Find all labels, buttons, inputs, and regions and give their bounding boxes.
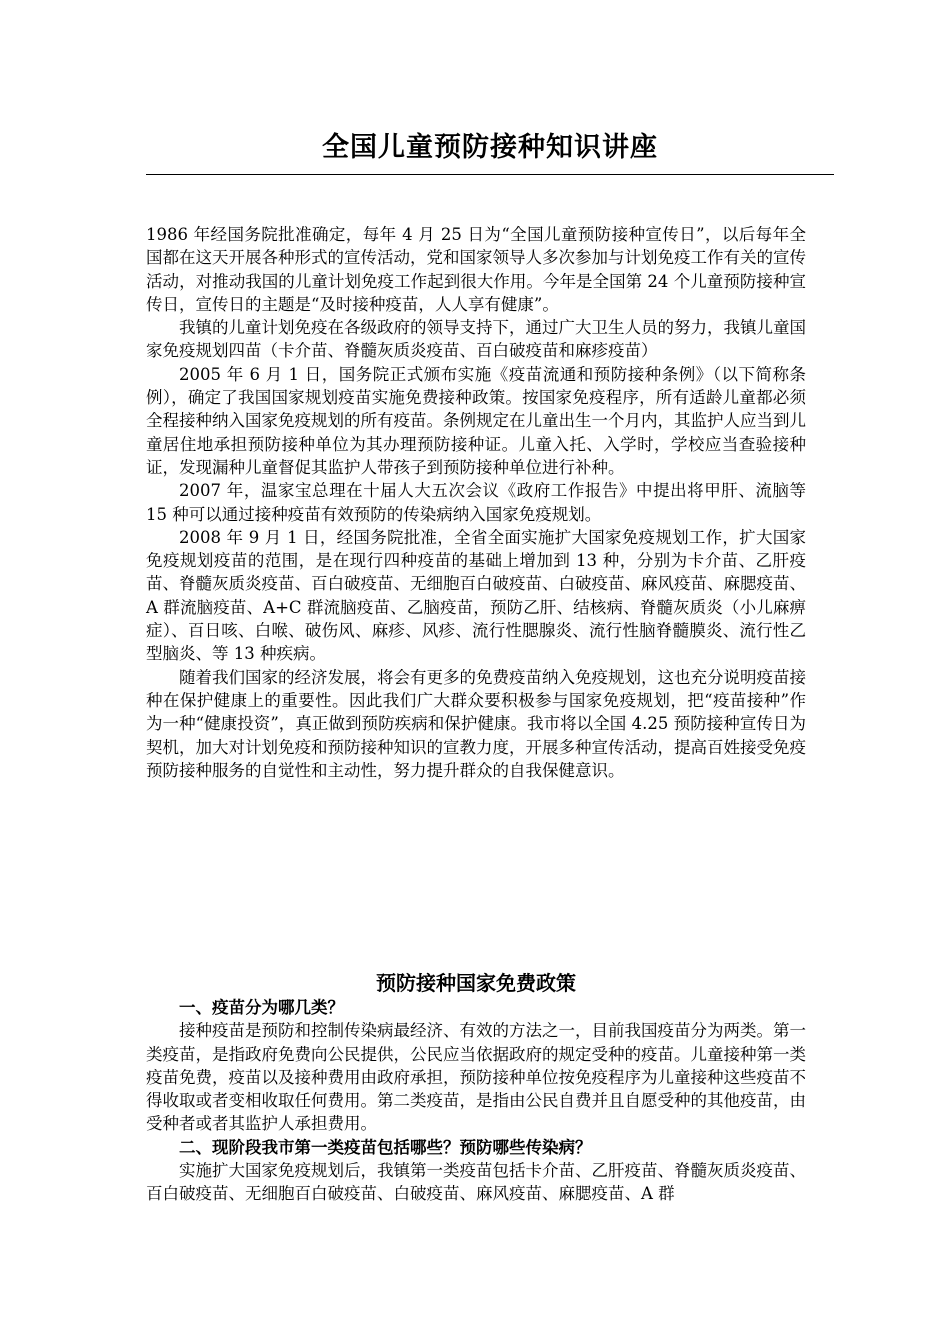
- question-2-answer: 实施扩大国家免疫规划后，我镇第一类疫苗包括卡介苗、乙肝疫苗、脊髓灰质炎疫苗、百白破疫苗、无细胞百白破疫苗、白破疫苗、麻风疫苗、麻腮疫苗、A 群: [146, 1161, 806, 1204]
- intro-paragraph-4: 2007 年，温家宝总理在十届人大五次会议《政府工作报告》中提出将甲肝、流脑等 15 种可以通过接种疫苗有效预防的传染病纳入国家免疫规划。: [146, 481, 806, 524]
- intro-paragraph-2: 我镇的儿童计划免疫在各级政府的领导支持下，通过广大卫生人员的努力，我镇儿童国家免疫规划四苗（卡介苗、脊髓灰质炎疫苗、百白破疫苗和麻疹疫苗）: [146, 318, 806, 361]
- intro-paragraph-1: 1986 年经国务院批准确定，每年 4 月 25 日为“全国儿童预防接种宣传日”，以后每年全国都在这天开展各种形式的宣传活动，党和国家领导人多次参加与计划免疫工作有关的宣传活动，对推动我国的儿童计划免疫工作起到很大作用。今年是全国第 24 个儿童预防接种宣传日，宣传日的主题是“及时接种疫苗，人人享有健康”。: [146, 225, 806, 314]
- policy-section-title: 预防接种国家免费政策: [376, 971, 576, 995]
- title-underline: [146, 174, 834, 175]
- intro-paragraph-6: 随着我们国家的经济发展，将会有更多的免费疫苗纳入免疫规划，这也充分说明疫苗接种在保护健康上的重要性。因此我们广大群众要积极参与国家免疫规划，把“疫苗接种”作为一种“健康投资”，真正做到预防疾病和保护健康。我市将以全国 4.25 预防接种宣传日为契机，加大对计划免疫和预防接种知识的宣教力度，开展多种宣传活动，提高百姓接受免疫预防接种服务的自觉性和主动性，努力提升群众的自我保健意识。: [146, 667, 806, 780]
- policy-section: [146, 996, 806, 1206]
- intro-section: [146, 223, 806, 782]
- intro-paragraph-5: 2008 年 9 月 1 日，经国务院批准，全省全面实施扩大国家免疫规划工作，扩大国家免疫规划疫苗的范围，是在现行四种疫苗的基础上增加到 13 种，分别为卡介苗、乙肝疫苗、脊髓灰质炎疫苗、百白破疫苗、无细胞百白破疫苗、白破疫苗、麻风疫苗、麻腮疫苗、A 群流脑疫苗、A+C 群流脑疫苗、乙脑疫苗，预防乙肝、结核病、脊髓灰质炎（小儿麻痹症）、百日咳、白喉、破伤风、麻疹、风疹、流行性腮腺炎、流行性脑脊髓膜炎、流行性乙型脑炎、等 13 种疾病。: [146, 527, 806, 664]
- question-1-heading: 一、疫苗分为哪几类？: [179, 998, 344, 1017]
- question-1-answer: 接种疫苗是预防和控制传染病最经济、有效的方法之一，目前我国疫苗分为两类。第一类疫苗，是指政府免费向公民提供，公民应当依据政府的规定受种的疫苗。儿童接种第一类疫苗免费，疫苗以及接种费用由政府承担，预防接种单位按免疫程序为儿童接种这些疫苗不得收取或者变相收取任何费用。第二类疫苗，是指由公民自费并且自愿受种的其他疫苗，由受种者或者其监护人承担费用。: [146, 1021, 806, 1134]
- intro-paragraph-3: 2005 年 6 月 1 日，国务院正式颁布实施《疫苗流通和预防接种条例》（以下简称条例），确定了我国国家规划疫苗实施免费接种政策。按国家免疫程序，所有适龄儿童都必须全程接种纳入国家免疫规划的所有疫苗。条例规定在儿童出生一个月内，其监护人应当到儿童居住地承担预防接种单位为其办理预防接种证。儿童入托、入学时，学校应当查验接种证，发现漏种儿童督促其监护人带孩子到预防接种单位进行补种。: [146, 364, 806, 477]
- question-2-heading: 二、现阶段我市第一类疫苗包括哪些？预防哪些传染病？: [179, 1137, 592, 1157]
- document-title: 全国儿童预防接种知识讲座: [322, 132, 658, 163]
